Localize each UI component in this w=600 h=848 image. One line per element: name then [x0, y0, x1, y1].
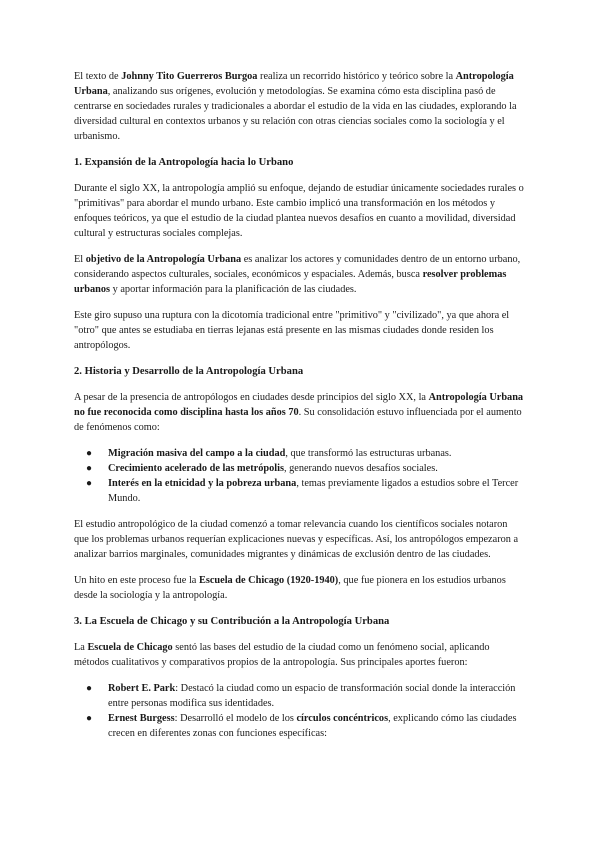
bullet-icon: ●	[86, 478, 93, 489]
list-item: ● Migración masiva del campo a la ciudad, que transformó las estructuras urbanas.	[86, 448, 452, 459]
intro-paragraph: El texto de Johnny Tito Guerreros Burgoa realiza un recorrido histórico y teórico sobre la Antropología Urbana, analizando sus orígenes, evolución y metodologías. Se examina cómo esta disciplina pasó de centrarse en sociedades rurales y tradicionales a abordar el estudio de la vida en las ciudades, explorando la diversidad cultural en contextos urbanos y su relación con otras ciencias sociales como la sociología y el urbanismo.	[74, 71, 517, 142]
section-1-paragraph-1: Durante el siglo XX, la antropología amplió su enfoque, dejando de estudiar únicamente sociedades rurales o "primitivas" para abordar el mundo urbano. Este cambio implicó una transformación en los métodos y enfoques teóricos, ya que el estudio de la ciudad plantea nuevos desafíos en cuanto a movilidad, diversidad cultural y estructuras sociales complejas.	[74, 183, 524, 239]
bullet-icon: ●	[86, 448, 93, 459]
author-name: Johnny Tito Guerreros Burgoa	[121, 71, 258, 82]
list-item: ● Interés en la etnicidad y la pobreza urbana, temas previamente ligados a estudios sobre el Tercer Mundo.	[86, 478, 519, 504]
bullet-icon: ●	[86, 683, 93, 694]
bullet-icon: ●	[86, 713, 93, 724]
list-item: ● Robert E. Park: Destacó la ciudad como un espacio de transformación social donde la interacción entre personas modifica sus identidades.	[86, 683, 516, 709]
section-3-bullet-list	[74, 681, 524, 741]
section-2-heading: 2. Historia y Desarrollo de la Antropología Urbana	[74, 366, 304, 377]
section-1-heading: 1. Expansión de la Antropología hacia lo Urbano	[74, 157, 294, 168]
section-3-heading: 3. La Escuela de Chicago y su Contribución a la Antropología Urbana	[74, 616, 390, 627]
section-1-paragraph-2: El objetivo de la Antropología Urbana es analizar los actores y comunidades dentro de un entorno urbano, considerando aspectos culturales, sociales, económicos y espaciales. Además, busca resolver problemas urbanos y aportar información para la planificación de las ciudades.	[74, 254, 521, 295]
list-item: ● Ernest Burgess: Desarrolló el modelo de los círculos concéntricos, explicando cómo las ciudades crecen en diferentes zonas con funciones específicas:	[86, 713, 517, 739]
section-2-bullet-list	[74, 446, 524, 506]
section-2-paragraph-3: Un hito en este proceso fue la Escuela de Chicago (1920-1940), que fue pionera en los estudios urbanos desde la sociología y la antropología.	[74, 575, 506, 601]
section-2-paragraph-1: A pesar de la presencia de antropólogos en ciudades desde principios del siglo XX, la Antropología Urbana no fue reconocida como disciplina hasta los años 70. Su consolidación estuvo influenciada por el aumento de fenómenos como:	[74, 392, 524, 433]
section-3-paragraph-1: La Escuela de Chicago sentó las bases del estudio de la ciudad como un fenómeno social, aplicando métodos cualitativos y comparativos propios de la antropología. Sus principales aportes fueron:	[74, 642, 490, 668]
section-1-paragraph-3: Este giro supuso una ruptura con la dicotomía tradicional entre "primitivo" y "civilizado", ya que ahora el "otro" que antes se estudiaba en tierras lejanas está presente en las mismas ciudades donde residen los antropólogos.	[74, 310, 510, 351]
bullet-icon: ●	[86, 463, 93, 474]
topic-name: Antropología Urbana	[74, 71, 514, 97]
list-item: ● Crecimiento acelerado de las metrópolis, generando nuevos desafíos sociales.	[86, 463, 438, 474]
section-2-paragraph-2: El estudio antropológico de la ciudad comenzó a tomar relevancia cuando los científicos sociales notaron que los problemas urbanos requerían explicaciones nuevas y específicas. Así, los antropólogos empezaron a analizar barrios marginales, comunidades migrantes y dinámicas de exclusión dentro de las ciudades.	[74, 519, 519, 560]
